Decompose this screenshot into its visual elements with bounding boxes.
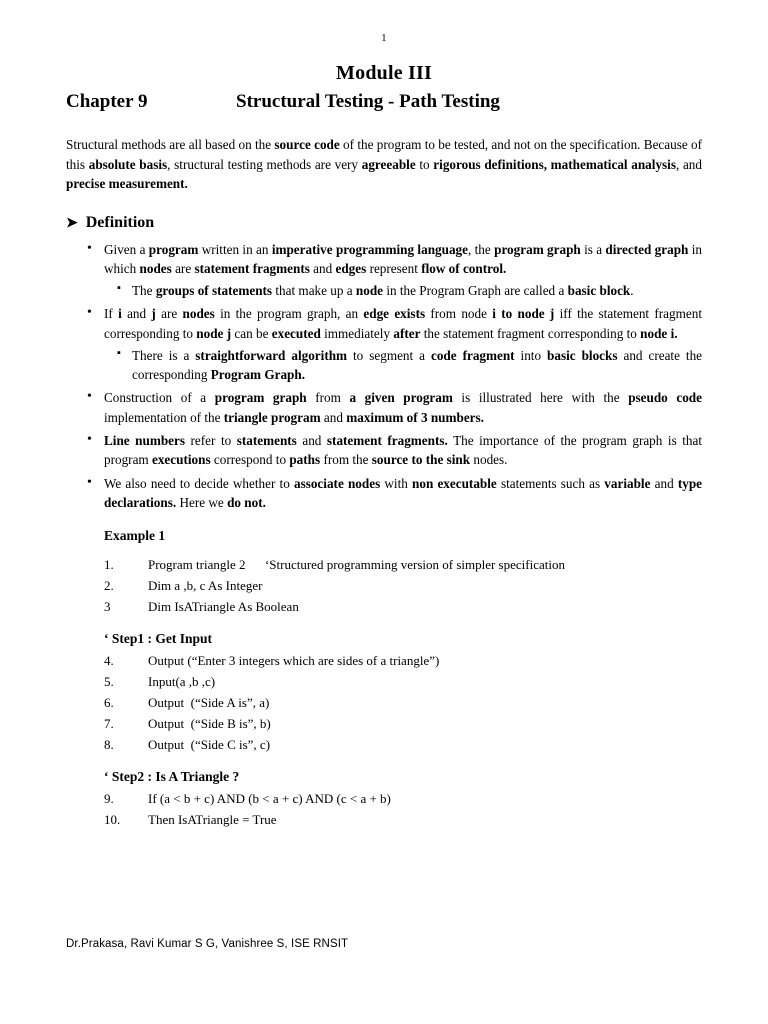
get-input-line xyxy=(104,671,702,692)
bullet-3-seg-2: statements xyxy=(236,432,297,448)
bullet-0-seg-0: Given a xyxy=(104,241,149,257)
example-title: Example 1 xyxy=(104,528,166,544)
code-line-number: 5. xyxy=(104,674,114,690)
intro-text-3: , structural testing methods are very xyxy=(167,156,362,172)
bullet-1-sub-0-seg-2: to segment a xyxy=(347,347,431,363)
bullet-0-seg-7: directed graph xyxy=(605,241,689,257)
page-number: 1 xyxy=(381,32,387,44)
intro-bold-1: source code xyxy=(274,137,340,152)
bullet-0-seg-12: and xyxy=(309,260,336,276)
bullet-2-seg-0: Construction of a xyxy=(104,390,215,406)
code-line-text: Dim IsATriangle As Boolean xyxy=(148,599,299,615)
bullet-3-seg-1: refer to xyxy=(185,432,237,448)
step2-heading: ‘ Step2 : Is A Triangle ? xyxy=(104,769,240,785)
bullet-2-seg-8: and xyxy=(320,409,347,425)
bullet-2-seg-4: is illustrated here with the xyxy=(452,390,629,406)
bullet-0-seg-11: statement fragments xyxy=(194,260,310,276)
code-line-number: 4. xyxy=(104,653,114,669)
bullet-4-seg-6: and xyxy=(650,475,678,491)
definition-bullet xyxy=(104,431,702,470)
code-line-text: Output (“Side A is”, a) xyxy=(148,695,270,711)
is-a-triangle-line xyxy=(104,809,702,830)
declaration-line xyxy=(104,575,702,596)
intro-text-5: , and xyxy=(675,156,702,172)
code-line-number: 3 xyxy=(104,599,111,615)
bullet-3-seg-8: paths xyxy=(289,452,321,468)
intro-text-2: of the program to be tested, and not on the specification. Because of this xyxy=(66,137,702,172)
bullet-2-seg-2: from xyxy=(306,390,350,406)
bullet-1-seg-17: node i. xyxy=(640,325,678,341)
bullet-1-seg-12: can be xyxy=(231,325,272,341)
definition-bullet xyxy=(104,240,702,301)
definition-heading xyxy=(66,214,702,232)
definition-bullet xyxy=(104,474,702,513)
bullet-1-sub-0-seg-1: straightforward algorithm xyxy=(195,347,348,363)
code-line-text: Then IsATriangle = True xyxy=(148,812,277,828)
arrow-bullet-icon: ➤ xyxy=(66,215,78,231)
code-line-text: Input(a ,b ,c) xyxy=(148,674,216,690)
bullet-3-seg-4: statement fragments. xyxy=(326,432,448,448)
bullet-0-seg-3: imperative programming language xyxy=(271,241,468,257)
bullet-1-sub-0-seg-3: code fragment xyxy=(430,347,515,363)
code-line-text: Program triangle 2 ‘Structured programming version of simpler specification xyxy=(148,557,565,573)
declaration-line xyxy=(104,554,702,575)
bullet-3-seg-11: nodes. xyxy=(470,452,508,468)
bullet-0-sub-0-seg-5: basic block xyxy=(567,283,631,299)
bullet-0-seg-4: , the xyxy=(468,241,495,257)
intro-bold-3: agreeable xyxy=(361,156,416,172)
bullet-3-seg-9: from the xyxy=(320,452,372,468)
bullet-2-seg-1: program graph xyxy=(214,390,307,406)
bullet-0-seg-14: represent xyxy=(366,260,422,276)
page-footer: Dr.Prakasa, Ravi Kumar S G, Vanishree S, ISE RNSIT xyxy=(66,938,349,950)
bullet-4-seg-2: with xyxy=(380,475,413,491)
code-line-text: Dim a ,b, c As Integer xyxy=(148,578,263,594)
code-line-text: Output (“Side C is”, c) xyxy=(148,737,271,753)
bullet-1-seg-5: nodes xyxy=(182,306,215,322)
bullet-0-seg-8: in which xyxy=(104,241,702,276)
code-block-get-input xyxy=(104,650,702,755)
bullet-1-sub-0-seg-6: and create the corresponding xyxy=(132,347,703,383)
bullet-4-seg-1: associate nodes xyxy=(293,475,381,491)
bullet-1-seg-7: edge exists xyxy=(363,306,426,322)
bullet-1-seg-2: and xyxy=(121,306,152,322)
bullet-1-seg-13: executed xyxy=(271,325,321,341)
bullet-0-sub-0-seg-6: . xyxy=(630,283,634,299)
bullet-1-seg-3: j xyxy=(151,306,156,322)
bullet-1-sub-0-seg-4: into xyxy=(514,347,548,363)
bullet-0-seg-13: edges xyxy=(335,260,367,276)
bullet-4-seg-7: type declarations. xyxy=(104,475,703,510)
chapter-title: Structural Testing - Path Testing xyxy=(236,91,500,112)
declaration-line xyxy=(104,596,702,617)
bullet-0-seg-15: flow of control. xyxy=(421,260,507,276)
bullet-1-seg-16: the statement fragment corresponding to xyxy=(420,325,641,341)
bullet-0-sub-0-seg-3: node xyxy=(355,283,384,299)
code-line-number: 8. xyxy=(104,737,114,753)
intro-bold-4: rigorous definitions, mathematical analysis xyxy=(433,156,676,172)
is-a-triangle-line xyxy=(104,788,702,809)
bullet-1-seg-6: in the program graph, an xyxy=(214,306,364,322)
bullet-3-seg-3: and xyxy=(296,432,327,448)
get-input-line xyxy=(104,713,702,734)
get-input-line xyxy=(104,650,702,671)
code-line-number: 1. xyxy=(104,557,114,573)
bullet-0-seg-10: are xyxy=(171,260,195,276)
bullet-1-seg-4: are xyxy=(155,306,183,322)
bullet-1-seg-0: If xyxy=(104,306,119,322)
bullet-1-sub-0-seg-5: basic blocks xyxy=(547,347,618,363)
bullet-1-seg-8: from node xyxy=(425,306,493,322)
bullet-3-seg-6: executions xyxy=(151,452,211,468)
code-line-text: Output (“Side B is”, b) xyxy=(148,716,271,732)
bullet-0-seg-6: is a xyxy=(580,241,606,257)
get-input-line xyxy=(104,734,702,755)
bullet-1-seg-10: iff the statement fragment corresponding to xyxy=(104,306,702,341)
bullet-0-sub-0-seg-2: that make up a xyxy=(272,283,356,299)
bullet-1-sub-0-seg-7: Program Graph. xyxy=(210,367,306,383)
definition-sub-list xyxy=(104,281,702,300)
bullet-2-seg-7: triangle program xyxy=(223,409,321,425)
bullet-4-seg-5: variable xyxy=(604,475,651,491)
code-block-declarations xyxy=(104,554,702,617)
code-line-number: 7. xyxy=(104,716,114,732)
intro-paragraph xyxy=(66,135,702,194)
bullet-2-seg-6: implementation of the xyxy=(104,409,224,425)
bullet-1-sub-0-seg-0: There is a xyxy=(132,347,196,363)
definition-bullet xyxy=(104,304,702,384)
bullet-3-seg-7: correspond to xyxy=(210,452,290,468)
code-line-number: 6. xyxy=(104,695,114,711)
code-line-text: If (a < b + c) AND (b < a + c) AND (c < a + b) xyxy=(148,791,391,807)
chapter-label: Chapter 9 xyxy=(66,91,148,112)
bullet-2-seg-3: a given program xyxy=(349,390,453,406)
get-input-line xyxy=(104,692,702,713)
bullet-1-seg-9: i to node j xyxy=(492,306,555,322)
definition-sub-bullet xyxy=(132,281,702,300)
code-block-is-a-triangle xyxy=(104,788,702,830)
module-title: Module III xyxy=(336,62,432,84)
bullet-0-sub-0-seg-0: The xyxy=(132,283,156,299)
bullet-4-seg-3: non executable xyxy=(412,475,497,491)
intro-bold-5: precise measurement. xyxy=(66,176,188,192)
bullet-3-seg-10: source to the sink xyxy=(371,452,471,468)
intro-bold-2: absolute basis xyxy=(88,156,168,172)
bullet-4-seg-8: Here we xyxy=(176,494,228,510)
code-line-number: 2. xyxy=(104,578,114,594)
bullet-4-seg-0: We also need to decide whether to xyxy=(104,475,294,491)
bullet-3-seg-5: The importance of the program graph is that program xyxy=(104,432,703,468)
bullet-4-seg-4: statements such as xyxy=(496,475,605,491)
bullet-1-seg-11: node j xyxy=(196,325,232,341)
code-line-number: 10. xyxy=(104,812,121,828)
bullet-4-seg-9: do not. xyxy=(227,494,266,510)
bullet-0-seg-2: written in an xyxy=(198,241,272,257)
bullet-0-sub-0-seg-1: groups of statements xyxy=(155,283,273,299)
bullet-0-seg-5: program graph xyxy=(494,241,581,257)
chapter-heading xyxy=(66,91,702,113)
definition-bullet xyxy=(104,388,702,427)
intro-text-4: to xyxy=(415,156,434,172)
definition-sub-bullet xyxy=(132,346,702,385)
bullet-2-seg-9: maximum of 3 numbers. xyxy=(346,409,484,425)
bullet-1-seg-15: after xyxy=(393,325,421,341)
definition-sub-list xyxy=(104,346,702,385)
bullet-0-seg-1: program xyxy=(148,241,199,257)
step1-heading: ‘ Step1 : Get Input xyxy=(104,631,213,647)
bullet-1-seg-14: immediately xyxy=(320,325,394,341)
intro-text-1: Structural methods are all based on the xyxy=(66,137,275,152)
definition-heading-label: Definition xyxy=(85,213,155,231)
code-line-text: Output (“Enter 3 integers which are sides of a triangle”) xyxy=(148,653,440,669)
bullet-2-seg-5: pseudo code xyxy=(628,390,702,406)
bullet-3-seg-0: Line numbers xyxy=(104,432,186,448)
definition-bullet-list xyxy=(66,240,702,512)
bullet-1-seg-1: i xyxy=(118,306,122,322)
bullet-0-seg-9: nodes xyxy=(139,260,172,276)
bullet-0-sub-0-seg-4: in the Program Graph are called a xyxy=(383,283,568,299)
code-line-number: 9. xyxy=(104,791,114,807)
